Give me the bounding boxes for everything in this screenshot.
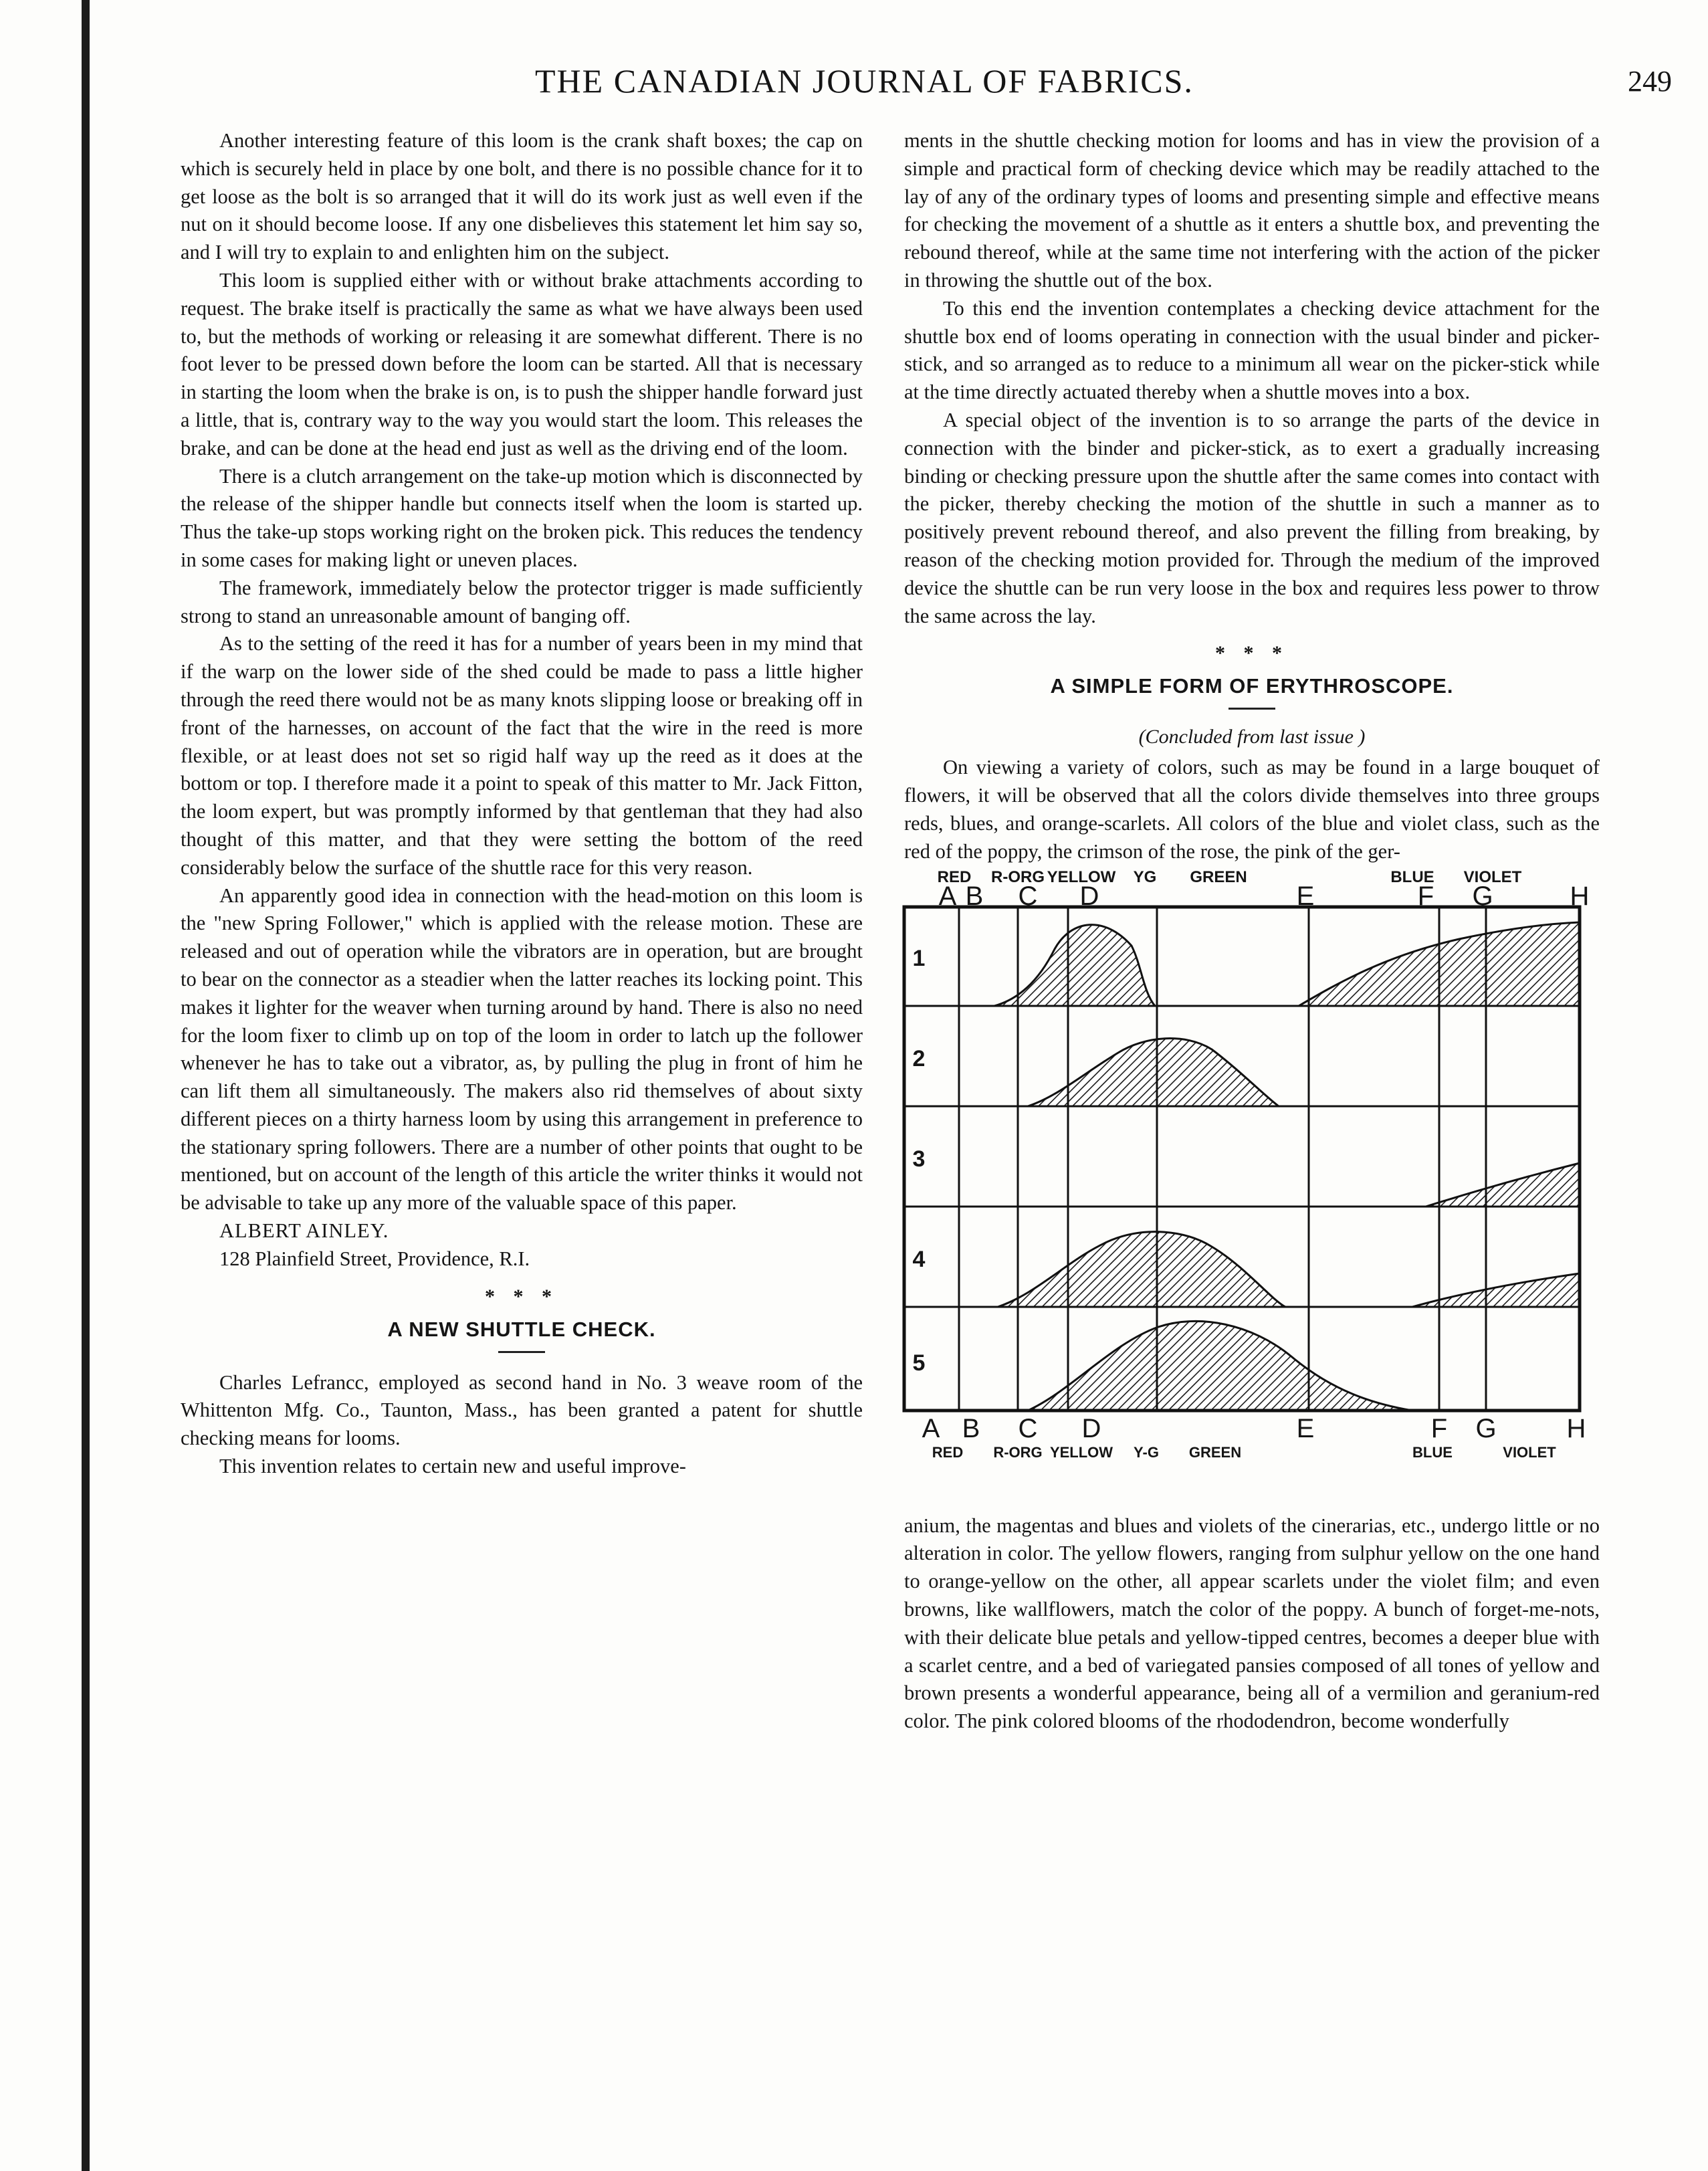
left-column	[181, 127, 863, 1481]
line-letter: F	[1417, 881, 1434, 911]
line-letter: F	[1430, 1413, 1448, 1443]
binding-edge	[82, 0, 90, 2171]
color-label: VIOLET	[1503, 1443, 1556, 1461]
paragraph: There is a clutch arrangement on the take-up motion which is disconnected by the release of the shipper handle but connects itself when the loom is started up. Thus the take-up stops working right on the broken pick. This reduces the tendency in some cases for making light or uneven places.	[181, 464, 863, 571]
section-asterism: * * *	[485, 1285, 558, 1308]
line-letter: D	[1081, 1413, 1101, 1443]
paragraph: A special object of the invention is to so arrange the parts of the device in connection with the binder and picker-stick, as to exert a gradually increasing binding or checking pressure upon the shuttle after the same comes into contact with the picker, thereby checking the motion of the shuttle in such a manner as to positively prevent rebound thereof, and also prevent the filling from breaking, by reason of the checking motion provided for. Through the medium of the improved device the shuttle can be run very loose in the box and requires less power to throw the same across the lay.	[904, 408, 1600, 627]
line-letter: E	[1296, 881, 1315, 911]
line-letter: C	[1018, 881, 1038, 911]
journal-title: THE CANADIAN JOURNAL OF FABRICS.	[535, 62, 1194, 100]
line-letter: G	[1475, 1413, 1497, 1443]
line-letter: A	[922, 1413, 940, 1443]
heading-rule	[1229, 708, 1275, 710]
paragraph: As to the setting of the reed it has for a number of years been in my mind that if the warp on the lower side of the shed could be made to pass a little higher through the reed there would not be as many knots slipping loose or breaking off in front of the harnesses, on account of the fact that the wire in the reed is more flexible, or at least does not set so rigid half way up the reed as it does at the bottom or top. I therefore made it a point to speak of this matter to Mr. Jack Fitton, the loom expert, but was promptly informed by that gentleman that they had also thought of this matter, and that they were setting the bottom of the reed considerably below the surface of the shuttle race for this very reason.	[181, 632, 863, 879]
line-letter: H	[1570, 881, 1590, 911]
color-label: YELLOW	[1047, 867, 1116, 886]
line-letter: G	[1472, 881, 1493, 911]
absorption-band	[1412, 1273, 1580, 1307]
heading-rule	[498, 1351, 545, 1353]
section-asterism: * * *	[1215, 642, 1289, 665]
row-number: 4	[912, 1246, 926, 1272]
color-label: GREEN	[1190, 867, 1247, 886]
paragraph: The framework, immediately below the protector trigger is made sufficiently strong to stand an unreasonable amount of banging off.	[181, 576, 863, 627]
line-letter: D	[1079, 881, 1099, 911]
absorption-band	[1028, 1321, 1412, 1411]
page-number: 249	[1628, 65, 1672, 98]
color-label: RED	[937, 867, 972, 886]
color-label: BLUE	[1390, 867, 1434, 886]
line-letter: H	[1566, 1413, 1586, 1443]
row-number: 2	[912, 1045, 926, 1071]
spectrum-absorption-figure	[904, 867, 1600, 1500]
absorption-band	[998, 1231, 1285, 1306]
color-label: YELLOW	[1049, 1443, 1113, 1461]
paragraph: This loom is supplied either with or without brake attachments according to request. The brake itself is practically the same as what we have always been used to, but the methods of working or releasing it are somewhat different. There is no foot lever to be pressed down before the loom can be started. All that is necessary in starting the loom when the brake is on, is to push the shipper handle forward just a little, that is, contrary way to the way you would start the loom. This releases the brake, and can be done at the head end just as well as the driving end of the loom.	[181, 268, 863, 459]
line-letter: B	[962, 1413, 980, 1443]
row-number: 5	[912, 1350, 926, 1376]
line-letter: B	[965, 881, 984, 911]
color-label: R-ORG	[993, 1443, 1043, 1461]
row-number: 1	[912, 945, 926, 971]
color-label: R-ORG	[991, 867, 1045, 886]
paragraph: To this end the invention contemplates a checking device attachment for the shuttle box end of looms operating in connection with the usual binder and picker-stick, and so arranged as to reduce to a minimum all wear on the picker-stick while at the time directly actuated thereby when a shuttle moves into a box.	[904, 296, 1600, 404]
paragraph: Another interesting feature of this loom is the crank shaft boxes; the cap on which is securely held in place by one bolt, and there is no possible chance for it to get loose as the bolt is so arranged that it will do its work just as well even if the nut on it should become loose. If any one disbelieves this statement let him say so, and I will try to explain to and enlighten him on the subject.	[181, 129, 863, 264]
right-column	[904, 127, 1600, 1736]
paragraph: ments in the shuttle checking motion for looms and has in view the provision of a simple and practical form of checking device which may be readily attached to the lay of any of the ordinary types of looms and presenting simple and effective means for checking the movement of a shuttle as it enters a shuttle box, and preventing the rebound thereof, while at the same time not interfering with the action of the picker in throwing the shuttle out of the box.	[904, 129, 1600, 292]
color-label: Y-G	[1134, 1443, 1159, 1461]
author-address: 128 Plainfield Street, Providence, R.I.	[219, 1247, 530, 1270]
article-note: (Concluded from last issue )	[1138, 726, 1366, 748]
absorption-band	[1426, 1163, 1580, 1207]
color-label: RED	[932, 1443, 964, 1461]
author-signature: ALBERT AINLEY.	[219, 1219, 389, 1243]
paragraph: Charles Lefrancc, employed as second hand in No. 3 weave room of the Whittenton Mfg. Co., Taunton, Mass., has been granted a patent for shuttle checking means for looms.	[181, 1370, 863, 1450]
line-letter: A	[938, 881, 957, 911]
spectrum-diagram	[904, 867, 1600, 1500]
absorption-band	[1028, 1038, 1279, 1106]
color-label: YG	[1133, 867, 1157, 886]
page-header	[535, 62, 1672, 115]
color-label: VIOLET	[1463, 867, 1522, 886]
line-letter: C	[1018, 1413, 1038, 1443]
paragraph: An apparently good idea in connection with the head-motion on this loom is the "new Spring Follower," which is applied with the release motion. These are released and out of operation while the vibrators are in operation, but are brought to bear on the connector as a steadier when the latter reaches its locking point. This makes it lighter for the weaver when turning around by hand. There is also no need for the loom fixer to climb up on top of the loom in order to latch up the follower whenever he has to take out a vibrator, as, by pulling the plug in front of him he can lift them all simultaneously. The makers also rid themselves of about sixty different pieces on a thirty harness loom by using this arrangement in preference to the stationary spring followers. There are a number of other points that ought to be mentioned, but on account of the length of this article the writer thinks it would not be advisable to take up any more of the valuable space of this paper.	[181, 884, 863, 1215]
color-label: BLUE	[1412, 1443, 1453, 1461]
article-heading: A SIMPLE FORM OF ERYTHROSCOPE.	[1050, 674, 1454, 698]
paragraph: anium, the magentas and blues and violets of the cinerarias, etc., undergo little or no alteration in color. The yellow flowers, ranging from sulphur yellow on the one hand to orange-yellow on the other, all appear scarlets under the violet film; and even browns, like wallflowers, match the color of the poppy. A bunch of forget-me-nots, with their delicate blue petals and yellow-tipped centres, becomes a deeper blue with a scarlet centre, and a bed of variegated pansies composed of all tones of yellow and brown presents a wonderful appearance, being all of a vermilion and geranium-red color. The pink colored blooms of the rhododendron, become wonderfully	[904, 1514, 1600, 1733]
paragraph: This invention relates to certain new and useful improve-	[219, 1455, 686, 1478]
color-label: GREEN	[1188, 1443, 1242, 1461]
row-number: 3	[912, 1146, 926, 1172]
paragraph: On viewing a variety of colors, such as may be found in a large bouquet of flowers, it will be observed that all the colors divide themselves into three groups reds, blues, and orange-scarlets. All colors of the blue and violet class, such as the red of the poppy, the crimson of the rose, the pink of the ger-	[904, 756, 1600, 863]
article-heading: A NEW SHUTTLE CHECK.	[387, 1317, 656, 1341]
line-letter: E	[1296, 1413, 1315, 1443]
